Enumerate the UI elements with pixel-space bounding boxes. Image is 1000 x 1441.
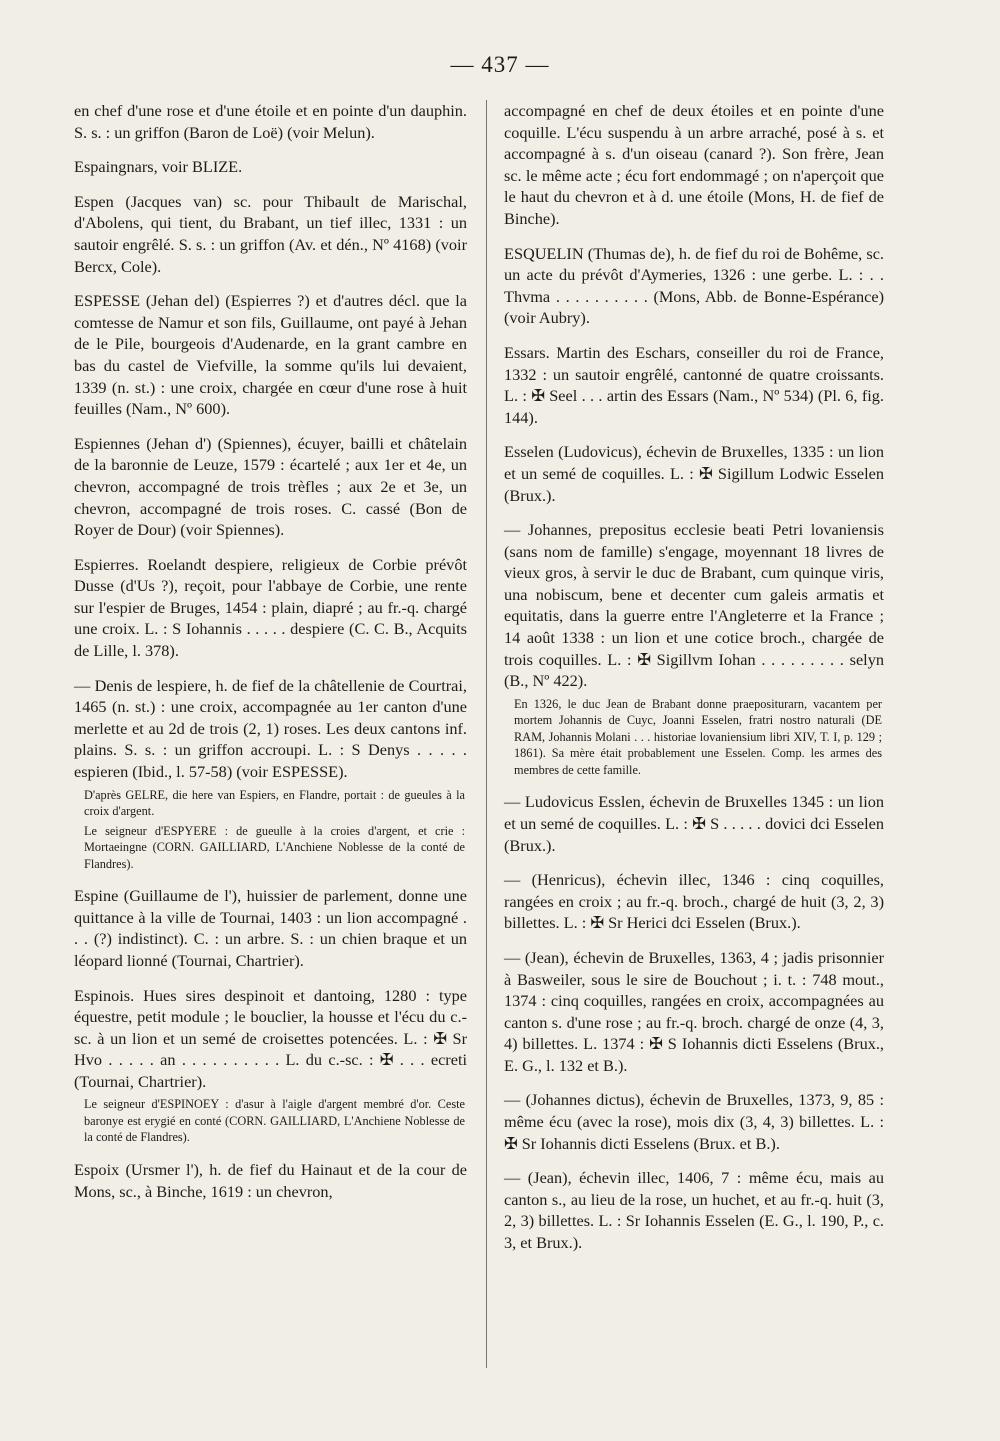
entry-essars [504,342,884,428]
entry-espiennes [74,433,467,541]
entry-espen [74,191,467,277]
entry-text: — Johannes, prepositus ecclesie beati Petri lovaniensis (sans nom de famille) s'engage, moyennant 18 livres de vieux gros, à servir le duc de Brabant, cum quinque viris, una nobiscum, bene et decenter cum galeis armatis et equitatis, dans la guerre entre l'Angleterre et la France ; 14 août 1338 : un lion et une cotice broch., chargée de trois coquilles. L. : ✠ Sigillvm Iohan . . . . . . . . . selyn (B., Nº 422). [504,520,884,691]
entry-text: ESPESSE (Jehan del) (Espierres ?) et d'autres décl. que la comtesse de Namur et son fils, Guillaume, ont payé à Jehan de le Pile, bourgeois d'Audenarde, en la grant cambre en bas du castel de Viefville, la somme qu'ils lui devaient, 1339 (n. st.) : une croix, chargée en cœur d'une rose à huit feuilles (Nam., Nº 600). [74,291,467,419]
note-text: Le seigneur d'ESPYERE : de gueulle à la croies d'argent, et crie : Mortaeingne (CORN. GAILLIARD, L'Anchiene Noblesse de la conté de Flandres). [84,823,465,871]
entry-text: — Ludovicus Esslen, échevin de Bruxelles 1345 : un lion et un semé de coquilles. L. : ✠ S . . . . . dovici dci Esselen (Brux.). [504,792,884,855]
entry-text: Espinois. Hues sires despinoit et dantoing, 1280 : type équestre, petit module ; le bouclier, la housse et l'écu du c.-sc. à un lion et un semé de croisettes potencées. L. : ✠ Sr Hvo . . . . . an . . . . . . . . . . L. du c.-sc. : ✠ . . . ecreti (Tournai, Chartrier). [74,985,467,1091]
entry-denis-de-lespiere [74,675,467,783]
entry-johannes-prepositus [504,519,884,692]
entry-jean-1363 [504,947,884,1077]
entry-espine [74,885,467,971]
entry-text: — (Johannes dictus), échevin de Bruxelles, 1373, 9, 85 : même écu (avec la rose), mois dix (3, 4, 3) billettes. L. : ✠ Sr Iohannis dicti Esselens (Brux. et B.). [504,1090,884,1153]
note-espyere [74,823,467,873]
right-column [504,100,884,1267]
entry-text: — (Henricus), échevin illec, 1346 : cinq coquilles, rangées en croix ; au fr.-q. broch., chargé de huit (3, 2, 3) billettes. L. : ✠ Sr Herici dci Esselen (Brux.). [504,870,884,933]
entry-espinois [74,985,467,1093]
note-text: En 1326, le duc Jean de Brabant donne praepositurarn, vacantem per mortem Johannis de Cuyc, Joanni Esselen, fratri nostro naturali (DE RAM, Johannis Molani . . . historiae lovaniensium libri XIV, T. I, p. 129 ; 1861). Sa mère était probablement une Esselen. Comp. les armes des membres de cette famille. [514,696,882,777]
entry-text: — (Jean), échevin de Bruxelles, 1363, 4 ; jadis prisonnier à Basweiler, sous le sire de Bouchout ; i. t. : 748 mout., 1374 : cinq coquilles, rangées en croix, accompagnées au canton s. d'une rose ; au fr.-q. broch. chargé de onze (4, 3, 4) billettes. L. 1374 : ✠ S Iohannis dicti Esselens (Brux., E. G., l. 132 et B.). [504,947,884,1075]
left-column [74,100,467,1215]
entry-espesse [74,290,467,420]
entry-text: Espoix (Ursmer l'), h. de fief du Hainaut et de la cour de Mons, sc., à Binche, 1619 : un chevron, [74,1159,467,1201]
entry-ludovicus-esslen [504,791,884,856]
entry-esselen [504,441,884,506]
entry-text: — (Jean), échevin illec, 1406, 7 : même écu, mais au canton s., au lieu de la rose, un huchet, et au fr.-q. huit (3, 2, 3) billettes. L. : Sr Iohannis Esselen (E. G., l. 190, P., c. 3, et Brux.). [504,1168,884,1253]
entry-text: ESQUELIN (Thumas de), h. de fief du roi de Bohême, sc. un acte du prévôt d'Aymeries, 1326 : une gerbe. L. : . . Thvma . . . . . . . . . . (Mons, Abb. de Bonne-Espérance) (voir Aubry). [504,243,884,328]
entry-jean-1406 [504,1167,884,1253]
entry-johannes-dictus [504,1089,884,1154]
entry-text: Espaingnars, voir BLIZE. [74,157,243,177]
entry-esquelin [504,243,884,329]
entry-text: Espine (Guillaume de l'), huissier de parlement, donne une quittance à la ville de Tournai, 1403 : un lion accompagné . . . (?) indistinct). C. : un arbre. S. : un chien braque et un léopard lionné (Tournai, Chartrier). [74,886,467,970]
entry-henricus [504,869,884,934]
entry-espierres [74,554,467,662]
note-text: D'après GELRE, die here van Espiers, en Flandre, portait : de gueules à la croix d'argent. [84,787,465,819]
entry-text: Espen (Jacques van) sc. pour Thibault de Marischal, d'Abolens, qui tient, du Brabant, un tief illec, 1331 : un sautoir engrêlé. S. s. : un griffon (Av. et dén., Nº 4168) (voir Bercx, Cole). [74,191,467,276]
entry-text: accompagné en chef de deux étoiles et en pointe d'une coquille. L'écu suspendu à un arbre arraché, posé à s. et accompagné à s. d'un oiseau (canard ?). Son frère, Jean sc. le même acte ; écu fort endommagé ; on n'aperçoit que le haut du chevron et à d. une étoile (Mons, H. de fief de Binche). [504,101,884,228]
entry-loe [74,100,467,143]
entry-espoix [74,1159,467,1202]
entry-espoix-continued [504,100,884,230]
entry-text: — Denis de lespiere, h. de fief de la châtellenie de Courtrai, 1465 (n. st.) : une croix, accompagnée au 1er canton d'une merlette et au 2d de trois (2, 1) roses. Les deux cantons inf. plains. S. s. : un griffon accroupi. L. : S Denys . . . . . espieren (Ibid., l. 57-58) (voir ESPESSE). [74,675,467,782]
note-espinoey [74,1096,467,1146]
entry-espaingnars [74,156,467,178]
entry-text: Espierres. Roelandt despiere, religieux de Corbie prévôt Dusse (d'Us ?), reçoit, pour l'abbaye de Corbie, une rente sur l'espier de Bruges, 1454 : plain, diapré ; au fr.-q. chargé une croix. L. : S Iohannis . . . . . despiere (C. C. B., Acquits de Lille, l. 378). [74,554,467,661]
note-text: Le seigneur d'ESPINOEY : d'asur à l'aigle d'argent membré d'or. Ceste baronye est erygié en conté (CORN. GAILLIARD, L'Anchiene Noblesse de la conté de Flandres). [84,1097,465,1145]
column-divider [486,100,487,1368]
entry-text: Essars. Martin des Eschars, conseiller du roi de France, 1332 : un sautoir engrêlé, cantonné de quatre croissants. L. : ✠ Seel . . . artin des Essars (Nam., Nº 534) (Pl. 6, fig. 144). [504,342,884,427]
entry-text: Espiennes (Jehan d') (Spiennes), écuyer, bailli et châtelain de la baronnie de Leuze, 1579 : écartelé ; aux 1er et 4e, un chevron, accompagné de trois trèfles ; aux 2e et 3e, un chevron, accompagné de trois roses. C. cassé (Bon de Royer de Dour) (voir Spiennes). [74,433,467,540]
note-1326 [504,696,884,779]
page-number: — 437 — [450,52,550,77]
entry-text: Esselen (Ludovicus), échevin de Bruxelles, 1335 : un lion et un semé de coquilles. L. : ✠ Sigillum Lodwic Esselen (Brux.). [504,442,884,505]
entry-text: en chef d'une rose et d'une étoile et en pointe d'un dauphin. S. s. : un griffon (Baron de Loë) (voir Melun). [74,101,467,142]
note-gelre [74,787,467,820]
